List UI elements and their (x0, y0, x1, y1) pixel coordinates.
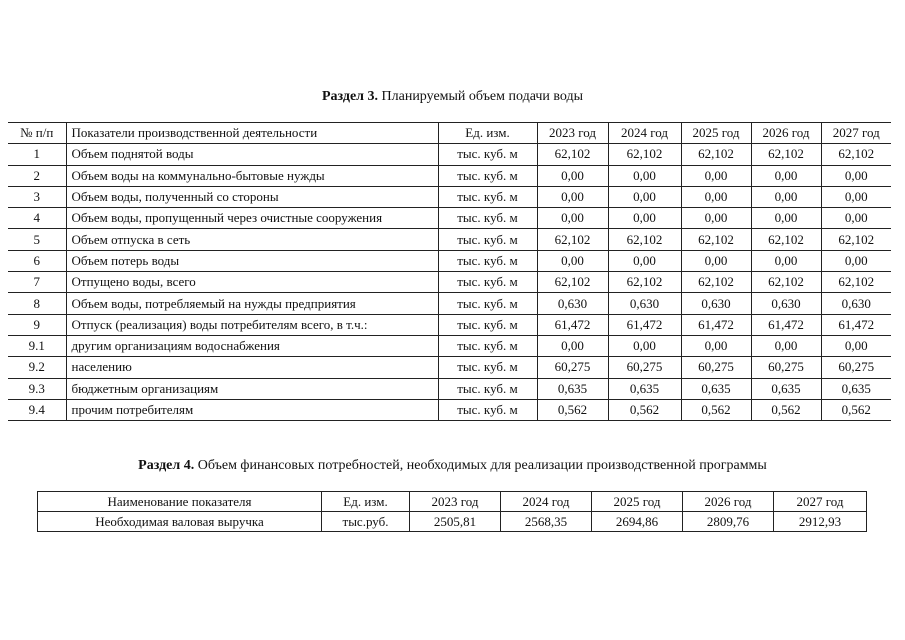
value-cell: 62,102 (608, 144, 681, 165)
value-cell: 0,00 (751, 165, 821, 186)
value-cell: 62,102 (537, 144, 608, 165)
value-cell: 0,00 (537, 165, 608, 186)
value-cell: 0,562 (537, 399, 608, 420)
value-cell: 62,102 (537, 272, 608, 293)
row-number: 2 (8, 165, 66, 186)
value-cell: 0,00 (537, 250, 608, 271)
indicator-name: Отпуск (реализация) воды потребителям всего, в т.ч.: (66, 314, 438, 335)
value-cell: 0,562 (608, 399, 681, 420)
value-cell: 0,635 (608, 378, 681, 399)
value-cell: 2568,35 (501, 512, 592, 532)
value-cell: 0,00 (608, 250, 681, 271)
value-cell: 0,635 (537, 378, 608, 399)
value-cell: 0,00 (608, 186, 681, 207)
table-row (8, 250, 891, 271)
value-cell: 0,630 (751, 293, 821, 314)
value-cell: 2694,86 (592, 512, 683, 532)
table-header-row (38, 492, 867, 512)
value-cell: 2505,81 (410, 512, 501, 532)
column-header: Показатели производственной деятельности (66, 123, 438, 144)
unit-cell: тыс. куб. м (438, 399, 537, 420)
value-cell: 0,00 (751, 335, 821, 356)
table-row (8, 399, 891, 420)
value-cell: 62,102 (537, 229, 608, 250)
unit-cell: тыс. куб. м (438, 272, 537, 293)
value-cell: 62,102 (608, 272, 681, 293)
indicator-name: Необходимая валовая выручка (38, 512, 322, 532)
section3-title (0, 89, 905, 105)
column-header: Ед. изм. (438, 123, 537, 144)
value-cell: 0,00 (537, 335, 608, 356)
value-cell: 0,00 (751, 186, 821, 207)
section3-title-bold: Раздел 3. (321, 89, 379, 104)
table-row (8, 165, 891, 186)
value-cell: 61,472 (608, 314, 681, 335)
value-cell: 62,102 (751, 272, 821, 293)
column-header: Наименование показателя (38, 492, 322, 512)
value-cell: 60,275 (681, 357, 751, 378)
row-number: 1 (8, 144, 66, 165)
value-cell: 0,635 (821, 378, 891, 399)
section4-title-bold: Раздел 4. (138, 458, 195, 473)
table-row (8, 208, 891, 229)
indicator-name: Отпущено воды, всего (66, 272, 438, 293)
column-header: 2025 год (592, 492, 683, 512)
row-number: 9.1 (8, 335, 66, 356)
indicator-name: Объем потерь воды (66, 250, 438, 271)
value-cell: 62,102 (608, 229, 681, 250)
unit-cell: тыс. куб. м (438, 250, 537, 271)
value-cell: 0,630 (681, 293, 751, 314)
row-number: 7 (8, 272, 66, 293)
unit-cell: тыс. куб. м (438, 208, 537, 229)
unit-cell: тыс. куб. м (438, 335, 537, 356)
value-cell: 0,00 (821, 165, 891, 186)
value-cell: 0,562 (681, 399, 751, 420)
value-cell: 62,102 (681, 144, 751, 165)
value-cell: 0,00 (681, 335, 751, 356)
value-cell: 0,00 (821, 335, 891, 356)
table-row (8, 229, 891, 250)
value-cell: 0,635 (681, 378, 751, 399)
unit-cell: тыс. куб. м (438, 378, 537, 399)
water-supply-table (8, 122, 891, 421)
row-number: 6 (8, 250, 66, 271)
table-row (8, 272, 891, 293)
value-cell: 60,275 (751, 357, 821, 378)
table-row (8, 314, 891, 335)
row-number: 3 (8, 186, 66, 207)
value-cell: 0,00 (681, 250, 751, 271)
table-row (8, 186, 891, 207)
indicator-name: другим организациям водоснабжения (66, 335, 438, 356)
column-header: 2023 год (537, 123, 608, 144)
indicator-name: Объем поднятой воды (66, 144, 438, 165)
column-header: 2026 год (683, 492, 774, 512)
value-cell: 60,275 (821, 357, 891, 378)
unit-cell: тыс.руб. (322, 512, 410, 532)
unit-cell: тыс. куб. м (438, 144, 537, 165)
column-header: № п/п (8, 123, 66, 144)
value-cell: 0,00 (608, 165, 681, 186)
row-number: 8 (8, 293, 66, 314)
value-cell: 0,562 (751, 399, 821, 420)
column-header: 2027 год (821, 123, 891, 144)
table-header-row (8, 123, 891, 144)
value-cell: 60,275 (537, 357, 608, 378)
column-header: 2024 год (608, 123, 681, 144)
table-row (8, 378, 891, 399)
indicator-name: бюджетным организациям (66, 378, 438, 399)
unit-cell: тыс. куб. м (438, 229, 537, 250)
section4-title (0, 458, 905, 474)
value-cell: 0,00 (681, 208, 751, 229)
table-row (8, 293, 891, 314)
indicator-name: населению (66, 357, 438, 378)
table-row (8, 357, 891, 378)
value-cell: 0,00 (681, 186, 751, 207)
row-number: 4 (8, 208, 66, 229)
value-cell: 0,00 (537, 186, 608, 207)
value-cell: 62,102 (681, 272, 751, 293)
value-cell: 62,102 (821, 144, 891, 165)
unit-cell: тыс. куб. м (438, 314, 537, 335)
indicator-name: Объем отпуска в сеть (66, 229, 438, 250)
row-number: 9.2 (8, 357, 66, 378)
column-header: 2024 год (501, 492, 592, 512)
indicator-name: прочим потребителям (66, 399, 438, 420)
unit-cell: тыс. куб. м (438, 186, 537, 207)
value-cell: 62,102 (751, 229, 821, 250)
value-cell: 62,102 (821, 229, 891, 250)
value-cell: 61,472 (821, 314, 891, 335)
value-cell: 0,00 (751, 208, 821, 229)
value-cell: 0,00 (821, 186, 891, 207)
section3-title-text: Планируемый объем подачи воды (378, 89, 584, 104)
indicator-name: Объем воды, пропущенный через очистные сооружения (66, 208, 438, 229)
value-cell: 61,472 (751, 314, 821, 335)
column-header: 2026 год (751, 123, 821, 144)
column-header: 2027 год (774, 492, 867, 512)
value-cell: 0,635 (751, 378, 821, 399)
value-cell: 61,472 (537, 314, 608, 335)
value-cell: 0,00 (821, 208, 891, 229)
table-row (8, 144, 891, 165)
unit-cell: тыс. куб. м (438, 293, 537, 314)
column-header: 2025 год (681, 123, 751, 144)
value-cell: 0,00 (751, 250, 821, 271)
column-header: 2023 год (410, 492, 501, 512)
table-row (38, 512, 867, 532)
row-number: 9.3 (8, 378, 66, 399)
financial-needs-table (37, 491, 867, 532)
value-cell: 0,00 (608, 208, 681, 229)
value-cell: 0,630 (821, 293, 891, 314)
indicator-name: Объем воды, потребляемый на нужды предприятия (66, 293, 438, 314)
unit-cell: тыс. куб. м (438, 357, 537, 378)
row-number: 5 (8, 229, 66, 250)
value-cell: 2912,93 (774, 512, 867, 532)
value-cell: 0,00 (821, 250, 891, 271)
value-cell: 60,275 (608, 357, 681, 378)
unit-cell: тыс. куб. м (438, 165, 537, 186)
value-cell: 62,102 (821, 272, 891, 293)
value-cell: 0,630 (608, 293, 681, 314)
column-header: Ед. изм. (322, 492, 410, 512)
row-number: 9.4 (8, 399, 66, 420)
value-cell: 0,00 (608, 335, 681, 356)
value-cell: 61,472 (681, 314, 751, 335)
section4-title-text: Объем финансовых потребностей, необходимых для реализации производственной программы (194, 458, 767, 473)
value-cell: 62,102 (681, 229, 751, 250)
value-cell: 2809,76 (683, 512, 774, 532)
value-cell: 0,562 (821, 399, 891, 420)
indicator-name: Объем воды, полученный со стороны (66, 186, 438, 207)
value-cell: 0,00 (681, 165, 751, 186)
row-number: 9 (8, 314, 66, 335)
value-cell: 62,102 (751, 144, 821, 165)
table-row (8, 335, 891, 356)
value-cell: 0,00 (537, 208, 608, 229)
indicator-name: Объем воды на коммунально-бытовые нужды (66, 165, 438, 186)
value-cell: 0,630 (537, 293, 608, 314)
